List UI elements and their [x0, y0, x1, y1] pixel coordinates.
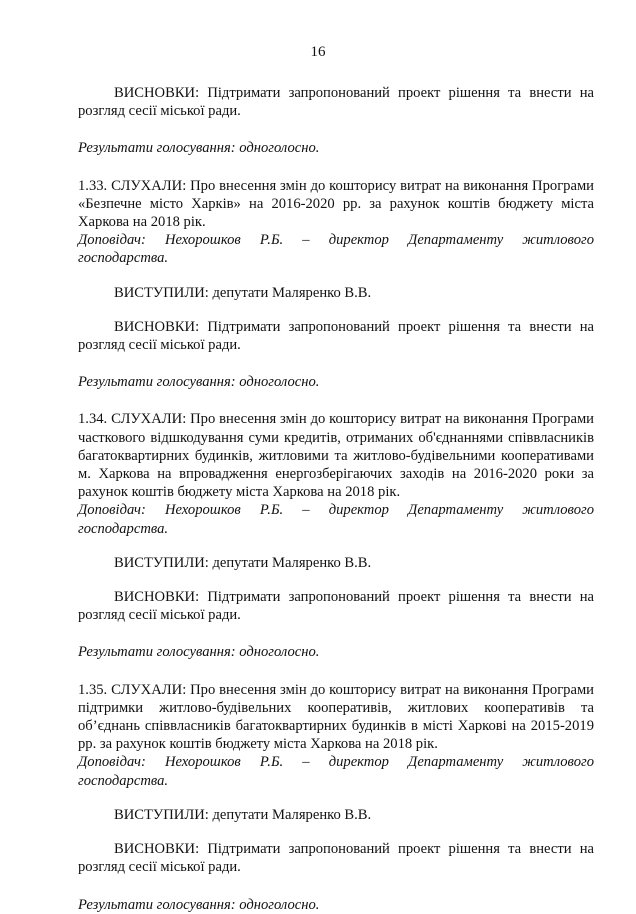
page-number: 16 [310, 44, 326, 60]
intro-vote-result: Результати голосування: одноголосно. [78, 140, 320, 157]
heard-paragraph: 1.35. СЛУХАЛИ: Про внесення змін до кошторису витрат на виконання Програми підтримки житлово-будівельних кооперативів, житлових кооперативів та об’єднань співвласників багатоквартирних будинків в місті Харкові на 2015-2019 рр. за рахунок коштів бюджету міста Харкова на 2018 рік. [78, 681, 594, 753]
vote-result: Результати голосування: одноголосно. [78, 896, 320, 913]
spoke-line: ВИСТУПИЛИ: депутати Маляренко В.В. [114, 284, 372, 301]
vote-result: Результати голосування: одноголосно. [78, 374, 320, 391]
agenda-item-1-35 [78, 681, 594, 914]
heard-paragraph: 1.34. СЛУХАЛИ: Про внесення змін до кошторису витрат на виконання Програми часткового відшкодування суми кредитів, отриманих об'єднаннями співвласників багатоквартирних будинків, житловими та житлово-будівельними кооперативами м. Харкова на впровадження енергозберігаючих заходів на 2016-2020 роки за рахунок коштів бюджету міста Харкова на 2018 рік. [78, 411, 594, 501]
conclusion-paragraph: ВИСНОВКИ: Підтримати запропонований проект рішення та внести на розгляд сесії міської ради. [78, 841, 594, 876]
spoke-line: ВИСТУПИЛИ: депутати Маляренко В.В. [114, 554, 372, 571]
intro-conclusion: ВИСНОВКИ: Підтримати запропонований проект рішення та внести на розгляд сесії міської ради. [78, 85, 594, 120]
conclusion-paragraph: ВИСНОВКИ: Підтримати запропонований проект рішення та внести на розгляд сесії міської ради. [78, 318, 594, 354]
agenda-item-1-34 [78, 410, 594, 680]
speaker-line: Доповідач: Нехорошков Р.Б. – директор Департаменту житлового господарства. [78, 232, 594, 267]
speaker-line: Доповідач: Нехорошков Р.Б. – директор Департаменту житлового господарства. [78, 502, 594, 537]
agenda-item-1-33 [78, 177, 594, 411]
spoke-line: ВИСТУПИЛИ: депутати Маляренко В.В. [114, 806, 372, 823]
document-body [78, 84, 594, 914]
vote-result: Результати голосування: одноголосно. [78, 644, 320, 661]
conclusion-paragraph: ВИСНОВКИ: Підтримати запропонований проект рішення та внести на розгляд сесії міської ради. [78, 589, 594, 624]
heard-paragraph: 1.33. СЛУХАЛИ: Про внесення змін до кошторису витрат на виконання Програми «Безпечне місто Харків» на 2016-2020 рр. за рахунок коштів бюджету міста Харкова на 2018 рік. [78, 177, 594, 231]
speaker-line: Доповідач: Нехорошков Р.Б. – директор Департаменту житлового господарства. [78, 754, 594, 789]
